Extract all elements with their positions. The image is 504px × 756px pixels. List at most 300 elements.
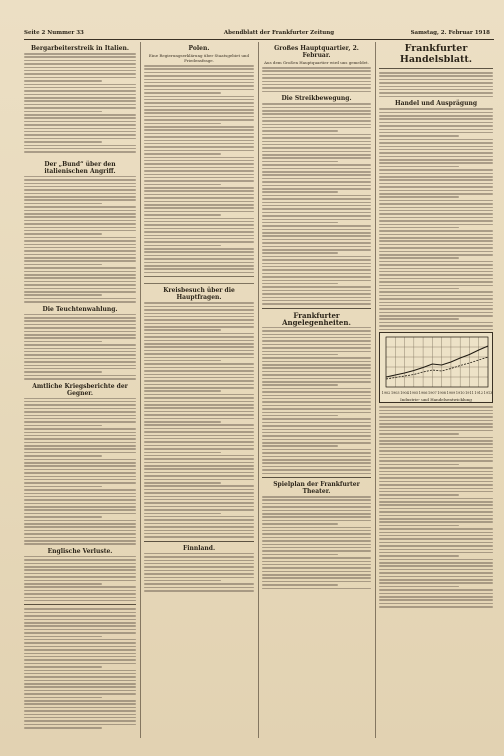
text-line [24,523,136,525]
column-divider [140,42,141,738]
text-line [262,74,371,76]
text-line [379,271,493,273]
text-line [144,401,254,403]
text-line [144,353,254,355]
text-line [24,354,136,356]
text-line [144,316,254,318]
text-line [379,135,459,137]
text-line [144,438,254,440]
text-line [379,149,493,151]
text-line [24,220,136,222]
text-line [24,298,136,300]
text-line [379,518,493,520]
text-line [24,324,136,326]
text-line [24,686,136,688]
text-line [262,70,371,72]
text-line [262,567,371,569]
text-line [24,421,136,423]
text-line [24,656,136,658]
text-line [24,411,136,413]
text-line [24,415,136,417]
section-rule [262,308,371,309]
text-line [379,142,493,144]
text-line [379,159,493,161]
text-line [262,174,371,176]
text-line [24,666,102,668]
text-line [379,555,459,557]
text-line [379,72,493,74]
section-rule [262,477,371,478]
text-line [262,391,371,393]
text-line [144,102,254,104]
article-headline: Polen. [188,45,210,52]
text-line [24,663,136,665]
text-line [144,523,254,525]
text-line [262,103,371,105]
text-line [262,516,371,518]
header-page-number: Seite 2 Nummer 33 [24,30,84,36]
text-line [144,218,254,220]
text-line [262,202,371,204]
text-line [262,499,371,501]
article-headline: Finnland. [182,544,216,552]
text-line [144,329,221,331]
text-line [144,530,254,532]
text-line [262,212,371,214]
text-line [24,455,102,457]
article-body [262,103,371,305]
text-line [24,281,136,283]
text-line [262,537,371,539]
text-line [24,509,136,511]
text-line [144,309,254,311]
text-line [24,619,136,621]
text-line [379,207,493,209]
text-line [262,557,371,559]
text-line [24,724,136,726]
text-line [24,404,136,406]
text-line [24,97,136,99]
text-line [144,92,221,94]
text-line [144,112,254,114]
text-line [24,608,136,610]
article-subheadline: Aus dem Großen Hauptquartier wird uns gemeldet. [264,60,369,65]
text-line [379,488,493,490]
text-line [24,593,136,595]
text-line [379,125,493,127]
x-tick-label: 1911 [465,391,474,396]
text-line [379,315,493,317]
text-line [262,269,371,271]
text-line [144,380,254,382]
text-line [379,525,459,527]
text-line [24,317,136,319]
text-line [144,424,254,426]
text-line [24,67,136,69]
text-line [379,261,493,263]
text-line [24,375,136,377]
text-line [144,197,254,199]
text-line [379,200,493,202]
text-line [144,513,221,515]
text-line [144,180,254,182]
text-line [379,146,493,148]
text-line [144,326,254,328]
text-line [24,653,136,655]
text-line [262,256,371,258]
text-line [24,199,136,201]
text-line [144,573,254,575]
text-line [379,254,493,256]
text-line [144,140,254,142]
text-line [262,276,371,278]
text-line [144,465,254,467]
text-line [144,150,254,152]
text-line [262,588,371,590]
text-line [144,136,254,138]
article-headline: Handel und Ausprägung [394,100,478,108]
article-headline: Spielplan der Frankfurter Theater. [273,481,360,496]
text-line [24,432,136,434]
text-line [24,537,136,539]
text-line [24,145,136,147]
text-line [144,306,254,308]
text-line [24,134,136,136]
text-line [379,92,493,94]
text-line [262,235,371,237]
text-line [379,596,493,598]
text-line [379,234,493,236]
article-headline: Englische Verluste. [47,547,113,555]
header-date: Samstag, 2. Februar 1918 [410,30,490,36]
text-line [379,426,493,428]
text-line [262,110,371,112]
text-line [379,251,493,253]
text-line [144,472,254,474]
text-line [144,323,254,325]
text-line [379,535,493,537]
text-line [144,143,254,145]
text-line [262,263,371,265]
x-tick-label: 1906 [418,391,428,396]
article-body [24,314,136,380]
text-line [379,86,493,88]
text-line [24,267,136,269]
text-line [24,56,136,58]
text-line [379,312,493,314]
text-line [24,233,102,235]
text-line [144,587,254,589]
text-line [262,459,371,461]
text-line [379,79,493,81]
text-line [24,503,136,505]
text-line [24,128,136,130]
text-line [24,288,136,290]
text-line [24,223,136,225]
text-line [379,308,493,310]
text-line [24,597,136,599]
article-headline: Die Streikbewegung. [281,95,352,103]
text-line [379,457,493,459]
text-line [24,727,102,729]
text-line [262,225,371,227]
text-line [24,70,136,72]
text-line [379,447,493,449]
text-line [262,81,371,83]
text-line [144,441,254,443]
text-line [24,351,136,353]
series-line [386,357,488,379]
text-line [379,186,493,188]
text-line [144,435,254,437]
text-line [144,157,254,159]
text-line [144,475,254,477]
text-line [24,368,136,370]
text-line [24,196,136,198]
text-line [379,322,493,324]
text-line [24,559,136,561]
text-line [144,106,254,108]
text-line [144,65,254,67]
text-line [379,494,459,496]
text-line [262,157,371,159]
text-line [379,108,493,110]
text-line [262,415,338,417]
text-line [262,137,371,139]
text-line [24,378,136,380]
text-line [262,144,371,146]
text-line [262,364,371,366]
text-line [24,425,102,427]
text-line [144,262,254,264]
text-line [24,642,136,644]
text-line [262,527,371,529]
text-line [262,293,371,295]
text-line [144,506,254,508]
text-line [24,291,136,293]
text-line [144,566,254,568]
text-line [24,499,136,501]
text-line [24,563,136,565]
text-line [379,179,493,181]
text-line [144,357,254,359]
text-line [144,560,254,562]
text-line [24,448,136,450]
text-line [262,571,371,573]
text-line [24,615,136,617]
text-line [379,156,493,158]
text-line [144,336,254,338]
text-line [262,219,371,221]
text-line [24,670,136,672]
text-line [24,320,136,322]
text-line [262,290,371,292]
text-line [262,191,338,193]
text-line [144,455,254,457]
text-line [262,84,371,86]
text-line [24,141,102,143]
text-line [379,274,493,276]
text-line [144,458,254,460]
text-line [144,387,254,389]
text-line [24,489,136,491]
text-line [379,528,493,530]
text-line [379,278,493,280]
text-line [144,221,254,223]
text-line [379,454,493,456]
text-line [24,438,136,440]
text-line [144,313,254,315]
text-line [379,406,493,408]
text-line [24,257,136,259]
text-line [144,563,254,565]
text-line [262,473,371,475]
text-line [379,210,493,212]
text-line [24,358,136,360]
text-line [144,167,254,169]
text-line [144,377,254,379]
text-line [24,720,136,722]
chart-caption: Industrie- und Handelsentwicklung [400,397,472,403]
text-line [24,341,102,343]
article-headline: Großes Hauptquartier, 2. Februar. [274,45,359,59]
text-line [379,593,493,595]
text-line [379,152,493,154]
text-line [379,498,493,500]
text-line [24,612,136,614]
text-line [379,302,493,304]
text-line [24,84,136,86]
text-line [24,573,136,575]
text-line [24,479,136,481]
text-line [24,683,136,685]
text-line [144,421,221,423]
x-tick-label: 1910 [455,391,465,396]
text-line [144,340,254,342]
text-line [144,445,254,447]
text-line [144,536,254,538]
text-line [379,281,493,283]
text-line [144,79,254,81]
text-line [144,407,254,409]
text-line [379,237,493,239]
plot-frame [386,337,488,387]
text-line [262,283,338,285]
text-line [144,272,254,274]
text-line [24,230,136,232]
text-line [144,577,254,579]
text-line [144,462,254,464]
x-tick-label: 1908 [437,391,446,396]
text-line [379,589,493,591]
text-line [24,348,136,350]
text-line [144,268,254,270]
text-line [262,208,371,210]
text-line [144,224,254,226]
text-line [24,334,136,336]
text-line [24,506,136,508]
text-line [262,510,371,512]
text-line [144,492,254,494]
text-line [24,189,136,191]
text-line [144,363,254,365]
text-line [262,273,371,275]
text-line [24,100,136,102]
text-line [262,432,371,434]
text-line [262,462,371,464]
text-line [144,265,254,267]
text-line [379,247,493,249]
text-line [262,280,371,282]
text-line [379,549,493,551]
text-line [379,257,459,259]
text-line [24,629,136,631]
text-line [379,129,493,131]
text-line [262,130,338,132]
article-body [24,556,136,602]
text-line [144,177,254,179]
text-line [24,250,136,252]
text-line [24,459,136,461]
text-line [24,151,136,153]
text-line [379,542,493,544]
text-line [144,170,254,172]
text-line [262,141,371,143]
text-line [262,506,371,508]
text-line [144,235,254,237]
text-line [262,408,371,410]
series-line [386,346,488,377]
text-line [262,550,371,552]
text-line [379,169,493,171]
text-line [24,428,136,430]
text-line [144,241,254,243]
header-paper-title: Abendblatt der Frankfurter Zeitung [223,30,335,36]
text-line [262,564,371,566]
text-line [144,228,254,230]
text-line [379,268,493,270]
text-line [379,89,493,91]
text-line [379,305,493,307]
article-body [144,553,254,592]
text-line [144,374,254,376]
text-line [144,109,254,111]
text-line [24,138,136,140]
text-line [24,274,136,276]
text-line [144,411,254,413]
text-line [24,331,136,333]
text-line [379,112,493,114]
text-line [379,132,493,134]
section-masthead: Frankfurter Handelsblatt. [399,43,473,65]
text-line [144,519,254,521]
text-line [379,230,493,232]
text-line [262,412,371,414]
text-line [24,566,136,568]
text-line [262,327,371,329]
text-line [24,533,136,535]
text-line [379,410,493,412]
text-line [262,91,371,93]
text-line [24,337,136,339]
text-line [144,553,254,555]
text-line [144,556,254,558]
text-line [144,123,221,125]
text-line [262,445,338,447]
text-line [24,445,136,447]
text-line [262,252,338,254]
text-line [144,390,221,392]
